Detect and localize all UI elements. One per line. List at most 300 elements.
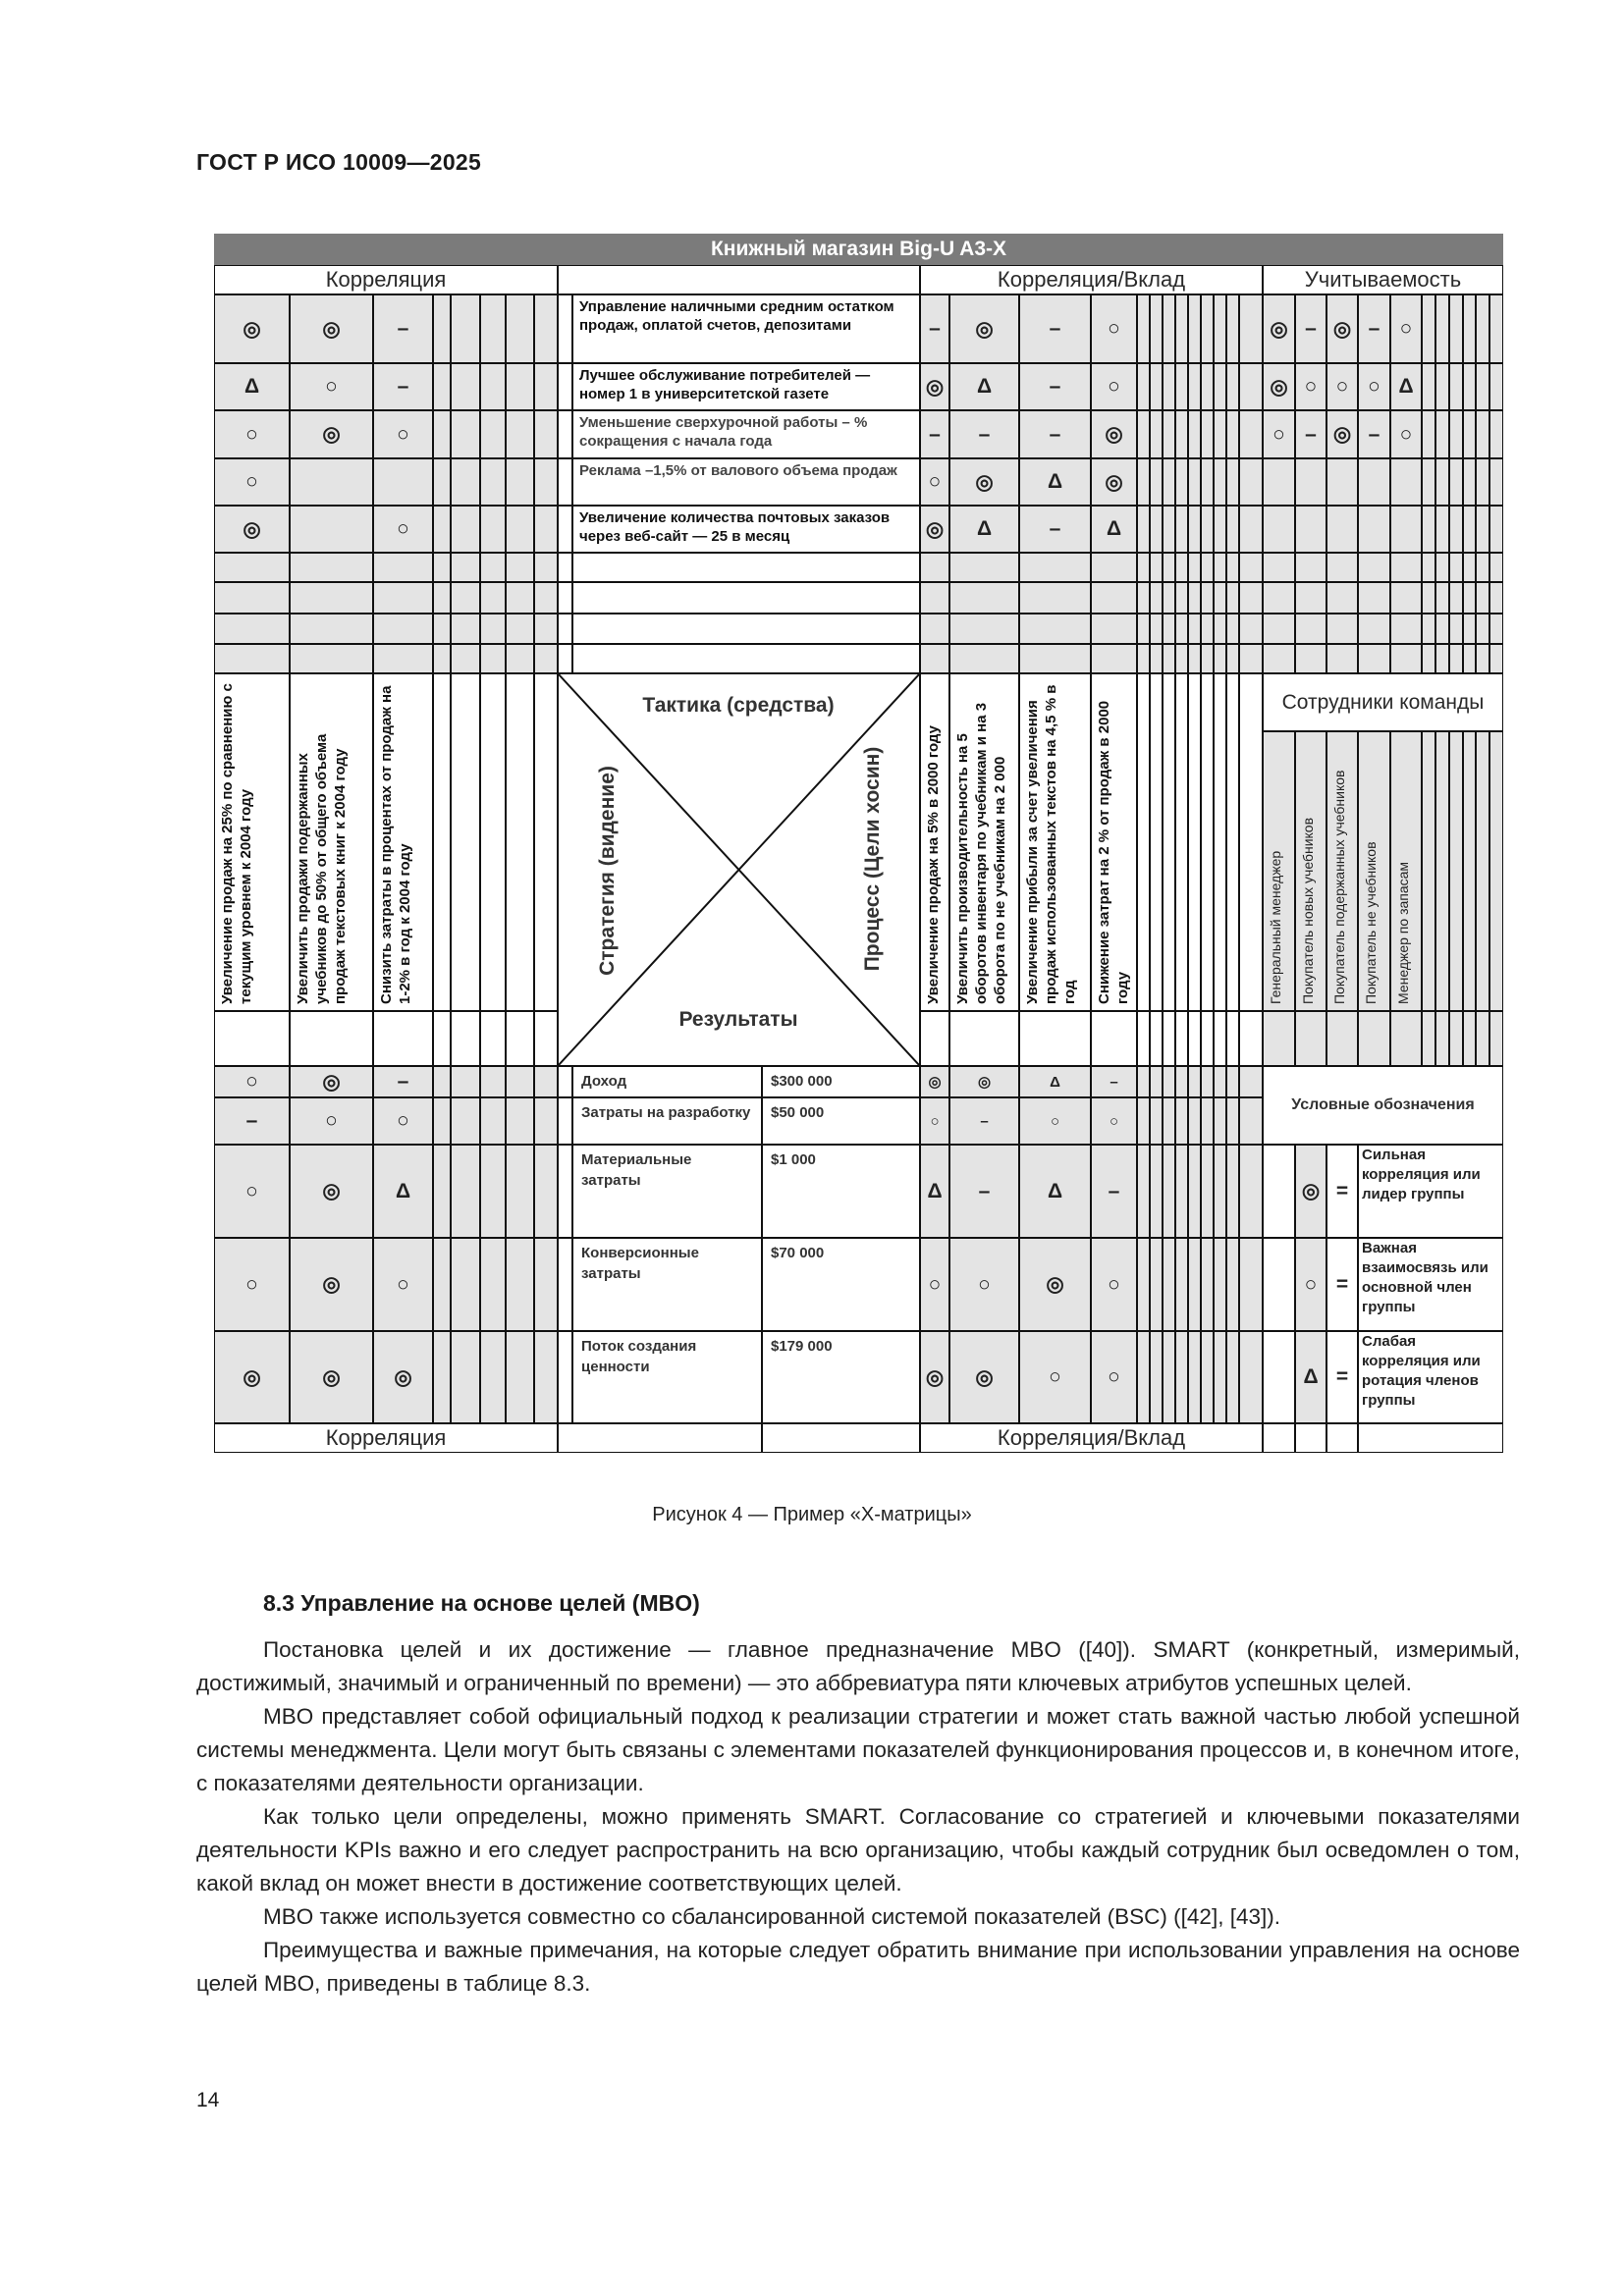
grid-cell-empty [1326, 582, 1358, 614]
grid-cell-empty [1476, 614, 1489, 644]
grid-cell-empty [1263, 553, 1295, 582]
contribution-symbol: – [1091, 1145, 1137, 1238]
grid-cell-empty [1358, 553, 1390, 582]
correlation-symbol: ◎ [290, 294, 373, 363]
grid-cell-empty [451, 1331, 480, 1423]
grid-cell-empty [1489, 294, 1503, 363]
grid-cell-empty [433, 553, 451, 582]
grid-cell-empty [1019, 644, 1091, 673]
grid-cell-empty [1489, 410, 1503, 458]
contribution-symbol: Δ [1091, 506, 1137, 553]
grid-cell-empty [1175, 1145, 1188, 1238]
grid-cell-empty [1226, 506, 1239, 553]
grid-cell-empty [1137, 506, 1150, 553]
grid-cell-empty [214, 582, 290, 614]
grid-cell-empty [480, 1331, 506, 1423]
contribution-symbol: ◎ [949, 1066, 1019, 1097]
accountability-symbol [1263, 506, 1295, 553]
result-label: Затраты на разработку [572, 1097, 762, 1145]
grid-cell-empty [1263, 644, 1295, 673]
contribution-symbol: – [1019, 363, 1091, 410]
contribution-symbol: – [1091, 1066, 1137, 1097]
grid-cell-empty [1489, 614, 1503, 644]
accountability-symbol: – [1358, 294, 1390, 363]
contribution-symbol: ◎ [1091, 410, 1137, 458]
accountability-symbol [1358, 506, 1390, 553]
section-body [196, 1633, 1520, 2001]
grid-cell-empty [1137, 410, 1150, 458]
grid-cell-empty [1201, 294, 1214, 363]
grid-cell-empty [433, 1097, 451, 1145]
grid-cell-empty [1175, 410, 1188, 458]
grid-cell-empty [1435, 582, 1449, 614]
result-label: Поток создания ценности [572, 1331, 762, 1423]
grid-cell-empty [1163, 1066, 1175, 1097]
grid-cell-empty [534, 458, 558, 506]
process-text: Увеличение продаж на 5% в 2000 году [920, 673, 949, 1011]
grid-cell-empty [1489, 363, 1503, 410]
grid-cell-empty [1476, 644, 1489, 673]
correlation-symbol: ◎ [290, 1238, 373, 1331]
grid-cell-empty [1188, 1238, 1201, 1331]
grid-cell-empty [1435, 506, 1449, 553]
grid-cell-empty [558, 410, 572, 458]
contribution-symbol: – [920, 294, 949, 363]
grid-cell-empty [506, 363, 534, 410]
grid-cell-empty [1489, 1011, 1503, 1066]
grid-cell-empty [480, 644, 506, 673]
grid-cell-empty [1422, 458, 1435, 506]
grid-cell-empty [1137, 1011, 1150, 1066]
figure-caption: Рисунок 4 — Пример «Х-матрицы» [652, 1504, 972, 1525]
correlation-symbol: ○ [373, 506, 433, 553]
grid-cell-empty [451, 1145, 480, 1238]
grid-cell-empty [1295, 614, 1326, 644]
contribution-symbol: Δ [1019, 1066, 1091, 1097]
contribution-symbol: Δ [949, 363, 1019, 410]
correlation-symbol: ○ [214, 410, 290, 458]
grid-cell-empty [1188, 458, 1201, 506]
grid-cell-empty [433, 644, 451, 673]
grid-cell-empty [506, 1331, 534, 1423]
grid-cell-empty [1463, 731, 1476, 1011]
grid-cell-empty [1463, 506, 1476, 553]
legend-title: Условные обозначения [1263, 1066, 1503, 1145]
grid-cell-empty [480, 294, 506, 363]
grid-cell-empty [1163, 553, 1175, 582]
grid-cell-empty [480, 363, 506, 410]
grid-cell-empty [451, 1238, 480, 1331]
tactic-text: Реклама –1,5% от валового объема продаж [572, 458, 920, 506]
accountability-symbol: ○ [1390, 294, 1422, 363]
contribution-symbol: – [949, 1145, 1019, 1238]
tactics-label: Тактика (средства) [642, 694, 835, 717]
grid-cell-empty [433, 294, 451, 363]
correlation-symbol: ○ [373, 1097, 433, 1145]
grid-cell-empty [1263, 1423, 1295, 1453]
contribution-symbol: ○ [920, 458, 949, 506]
grid-cell-empty [1239, 614, 1263, 644]
grid-cell-empty [558, 458, 572, 506]
grid-cell-empty [1239, 458, 1263, 506]
grid-cell-empty [1137, 1097, 1150, 1145]
grid-cell-empty [1449, 553, 1463, 582]
grid-cell-empty [572, 644, 920, 673]
grid-cell-empty [214, 553, 290, 582]
grid-cell-empty [433, 1331, 451, 1423]
grid-cell-empty [1137, 294, 1150, 363]
grid-cell-empty [1201, 1145, 1214, 1238]
grid-cell-empty [1201, 644, 1214, 673]
grid-cell-empty [1175, 673, 1188, 1011]
grid-cell-empty [480, 1097, 506, 1145]
accountability-symbol [1295, 458, 1326, 506]
grid-cell-empty [534, 294, 558, 363]
grid-cell-empty [451, 1097, 480, 1145]
grid-cell-empty [214, 1011, 290, 1066]
grid-cell-empty [1326, 644, 1358, 673]
grid-cell-empty [506, 582, 534, 614]
grid-cell-empty [214, 614, 290, 644]
grid-cell-empty [1476, 294, 1489, 363]
grid-cell-empty [506, 506, 534, 553]
legend-equals: = [1326, 1331, 1358, 1423]
correlation-symbol: – [214, 1097, 290, 1145]
grid-cell-empty [1214, 294, 1226, 363]
grid-cell-empty [920, 644, 949, 673]
grid-cell-empty [506, 1011, 534, 1066]
accountability-symbol: ○ [1390, 410, 1422, 458]
grid-cell-empty [1476, 582, 1489, 614]
result-value: $300 000 [762, 1066, 920, 1097]
correlation-symbol: Δ [373, 1145, 433, 1238]
correlation-symbol [290, 506, 373, 553]
grid-cell-empty [451, 506, 480, 553]
grid-cell-empty [1226, 1011, 1239, 1066]
accountability-symbol: – [1295, 294, 1326, 363]
grid-cell-empty [1214, 1145, 1226, 1238]
grid-cell-empty [1175, 1331, 1188, 1423]
grid-cell-empty [1358, 1011, 1390, 1066]
result-label: Материальные затраты [572, 1145, 762, 1238]
grid-cell-empty [920, 1011, 949, 1066]
grid-cell-empty [1239, 553, 1263, 582]
grid-cell-empty [1163, 458, 1175, 506]
team-member: Покупатель подержанных учебников [1326, 731, 1358, 1011]
process-text: Увеличить производительность на 5 оборотов инвентаря по учебникам и на 3 оборота по не учебникам на 2 000 [949, 673, 1019, 1011]
grid-cell-empty [451, 1011, 480, 1066]
grid-cell-empty [1435, 1011, 1449, 1066]
grid-cell-empty [1326, 553, 1358, 582]
grid-cell-empty [1489, 458, 1503, 506]
team-member: Менеджер по запасам [1390, 731, 1422, 1011]
grid-cell-empty [1326, 1423, 1358, 1453]
contribution-symbol: Δ [949, 506, 1019, 553]
grid-cell-empty [1489, 582, 1503, 614]
grid-cell-empty [1188, 410, 1201, 458]
grid-cell-empty [1137, 458, 1150, 506]
grid-cell-empty [1150, 1145, 1163, 1238]
grid-cell-empty [1188, 644, 1201, 673]
grid-cell-empty [1163, 1011, 1175, 1066]
grid-cell-empty [480, 410, 506, 458]
grid-cell-empty [1175, 1238, 1188, 1331]
grid-cell-empty [373, 553, 433, 582]
correlation-symbol: – [373, 1066, 433, 1097]
grid-cell-empty [949, 1011, 1019, 1066]
grid-cell-empty [1390, 644, 1422, 673]
correlation-symbol: ◎ [214, 1331, 290, 1423]
strategy-text: Снизить затраты в процентах от продаж на 1-2% в год к 2004 году [373, 673, 433, 1011]
grid-cell-empty [920, 582, 949, 614]
grid-cell-empty [1091, 553, 1137, 582]
grid-cell-empty [1358, 644, 1390, 673]
grid-cell-empty [1226, 614, 1239, 644]
grid-cell-empty [1201, 673, 1214, 1011]
grid-cell-empty [1188, 294, 1201, 363]
grid-cell-empty [1390, 1011, 1422, 1066]
grid-cell-empty [1175, 1097, 1188, 1145]
grid-cell-empty [1163, 294, 1175, 363]
grid-cell-empty [1163, 1238, 1175, 1331]
grid-cell-empty [1295, 553, 1326, 582]
paragraph: Как только цели определены, можно применять SMART. Согласование со стратегией и ключевыми показателями деятельности KPIs важно и его следует распространить на всю организацию, чтобы каждый сотрудник был осведомлен о том, какой вклад он может внести в достижение соответствующих целей. [196, 1804, 1520, 1896]
tactic-text: Уменьшение сверхурочной работы – % сокращения с начала года [572, 410, 920, 458]
correlation-symbol: ○ [214, 1238, 290, 1331]
grid-cell-empty [373, 582, 433, 614]
contribution-symbol: ○ [1091, 1097, 1137, 1145]
grid-cell-empty [1175, 458, 1188, 506]
grid-cell-empty [1226, 363, 1239, 410]
grid-cell-empty [1091, 614, 1137, 644]
grid-cell-empty [1163, 410, 1175, 458]
contribution-symbol: ○ [949, 1238, 1019, 1331]
grid-cell-empty [451, 363, 480, 410]
contribution-footer: Корреляция/Вклад [920, 1423, 1263, 1453]
grid-cell-empty [1435, 458, 1449, 506]
tactic-text: Увеличение количества почтовых заказов через веб-сайт — 25 в месяц [572, 506, 920, 553]
grid-cell-empty [1175, 294, 1188, 363]
grid-cell-empty [506, 1238, 534, 1331]
strategy-text: Увеличить продажи подержанных учебников до 50% от общего объема продаж текстовых книг к 2004 году [290, 673, 373, 1011]
grid-cell-empty [1214, 410, 1226, 458]
grid-cell-empty [1175, 553, 1188, 582]
tactic-text: Управление наличными средним остатком продаж, оплатой счетов, депозитами [572, 294, 920, 363]
grid-cell-empty [762, 1423, 920, 1453]
legend-text: Важная взаимосвязь или основной член группы [1358, 1238, 1503, 1331]
grid-cell-empty [1137, 673, 1150, 1011]
grid-cell-empty [1214, 1097, 1226, 1145]
grid-cell-empty [558, 265, 920, 294]
grid-cell-empty [480, 1238, 506, 1331]
grid-cell-empty [1435, 614, 1449, 644]
contribution-symbol: ◎ [920, 363, 949, 410]
grid-cell-empty [1201, 582, 1214, 614]
accountability-symbol [1295, 506, 1326, 553]
grid-cell-empty [1150, 1011, 1163, 1066]
strategy-text: Увеличение продаж на 25% по сравнению с текущим уровнем к 2004 году [214, 673, 290, 1011]
contribution-symbol: ○ [1091, 363, 1137, 410]
grid-cell-empty [1163, 1145, 1175, 1238]
correlation-symbol: ○ [214, 1066, 290, 1097]
grid-cell-empty [506, 553, 534, 582]
contribution-symbol: Δ [1019, 458, 1091, 506]
contribution-symbol: ○ [1091, 1238, 1137, 1331]
grid-cell-empty [1188, 1066, 1201, 1097]
grid-cell-empty [290, 1011, 373, 1066]
grid-cell-empty [1019, 553, 1091, 582]
contribution-symbol: ○ [920, 1238, 949, 1331]
grid-cell-empty [1150, 506, 1163, 553]
grid-cell-empty [1226, 458, 1239, 506]
grid-cell-empty [1175, 644, 1188, 673]
contribution-symbol: ◎ [949, 1331, 1019, 1423]
grid-cell-empty [433, 1011, 451, 1066]
grid-cell-empty [1422, 506, 1435, 553]
correlation-symbol: ○ [290, 1097, 373, 1145]
grid-cell-empty [1175, 582, 1188, 614]
grid-cell-empty [534, 614, 558, 644]
contribution-symbol: ○ [1091, 1331, 1137, 1423]
grid-cell-empty [451, 614, 480, 644]
grid-cell-empty [506, 1066, 534, 1097]
accountability-symbol: ○ [1295, 363, 1326, 410]
grid-cell-empty [1295, 582, 1326, 614]
grid-cell-empty [558, 1423, 762, 1453]
team-member: Покупатель не учебников [1358, 731, 1390, 1011]
grid-cell-empty [1201, 553, 1214, 582]
grid-cell-empty [1163, 506, 1175, 553]
accountability-symbol: ◎ [1263, 363, 1295, 410]
grid-cell-empty [480, 614, 506, 644]
grid-cell-empty [1390, 582, 1422, 614]
grid-cell-empty [1489, 731, 1503, 1011]
grid-cell-empty [1358, 614, 1390, 644]
grid-cell-empty [1390, 614, 1422, 644]
grid-cell-empty [1019, 614, 1091, 644]
contribution-symbol: ○ [1019, 1097, 1091, 1145]
grid-cell-empty [1150, 582, 1163, 614]
grid-cell-empty [1188, 673, 1201, 1011]
legend-equals: = [1326, 1238, 1358, 1331]
grid-cell-empty [534, 1066, 558, 1097]
grid-cell-empty [558, 1238, 572, 1331]
grid-cell-empty [534, 1331, 558, 1423]
grid-cell-empty [1358, 582, 1390, 614]
process-text: Снижение затрат на 2 % от продаж в 2000 году [1091, 673, 1137, 1011]
grid-cell-empty [451, 1066, 480, 1097]
grid-cell-empty [1201, 614, 1214, 644]
tactic-text: Лучшее обслуживание потребителей — номер 1 в университетской газете [572, 363, 920, 410]
grid-cell-empty [1214, 582, 1226, 614]
grid-cell-empty [1489, 553, 1503, 582]
grid-cell-empty [1449, 614, 1463, 644]
correlation-symbol: ○ [214, 1145, 290, 1238]
grid-cell-empty [1150, 1066, 1163, 1097]
accountability-symbol [1390, 458, 1422, 506]
correlation-symbol [290, 458, 373, 506]
result-value: $50 000 [762, 1097, 920, 1145]
grid-cell-empty [1226, 673, 1239, 1011]
grid-cell-empty [373, 1011, 433, 1066]
accountability-symbol: ○ [1263, 410, 1295, 458]
grid-cell-empty [949, 614, 1019, 644]
grid-cell-empty [558, 363, 572, 410]
grid-cell-empty [1214, 506, 1226, 553]
grid-cell-empty [1435, 553, 1449, 582]
grid-cell-empty [433, 614, 451, 644]
grid-cell-empty [1188, 582, 1201, 614]
result-value: $1 000 [762, 1145, 920, 1238]
grid-cell-empty [534, 553, 558, 582]
grid-cell-empty [1163, 363, 1175, 410]
grid-cell-empty [1175, 506, 1188, 553]
grid-cell-empty [1214, 673, 1226, 1011]
grid-cell-empty [1214, 644, 1226, 673]
grid-cell-empty [1422, 614, 1435, 644]
grid-cell-empty [1150, 294, 1163, 363]
team-header: Сотрудники команды [1263, 673, 1503, 731]
grid-cell-empty [1137, 363, 1150, 410]
grid-cell-empty [1091, 644, 1137, 673]
x-diagram [558, 673, 920, 1066]
correlation-symbol: ◎ [290, 1145, 373, 1238]
grid-cell-empty [1188, 363, 1201, 410]
grid-cell-empty [1150, 1238, 1163, 1331]
contribution-symbol: Δ [920, 1145, 949, 1238]
grid-cell-empty [558, 614, 572, 644]
grid-cell-empty [1188, 1331, 1201, 1423]
grid-cell-empty [1201, 506, 1214, 553]
grid-cell-empty [1449, 644, 1463, 673]
contribution-symbol: ◎ [1019, 1238, 1091, 1331]
grid-cell-empty [1239, 363, 1263, 410]
contribution-symbol: ○ [920, 1097, 949, 1145]
grid-cell-empty [506, 644, 534, 673]
grid-cell-empty [1476, 363, 1489, 410]
grid-cell-empty [1449, 1011, 1463, 1066]
accountability-symbol: Δ [1390, 363, 1422, 410]
grid-cell-empty [920, 553, 949, 582]
accountability-symbol [1263, 458, 1295, 506]
grid-cell-empty [1214, 1066, 1226, 1097]
contribution-symbol: Δ [1019, 1145, 1091, 1238]
grid-cell-empty [373, 614, 433, 644]
grid-cell-empty [534, 410, 558, 458]
grid-cell-empty [1163, 644, 1175, 673]
correlation-footer: Корреляция [214, 1423, 558, 1453]
legend-symbol: ○ [1295, 1238, 1326, 1331]
grid-cell-empty [1226, 553, 1239, 582]
grid-cell-empty [1435, 731, 1449, 1011]
grid-cell-empty [1435, 294, 1449, 363]
contribution-symbol: ○ [1019, 1331, 1091, 1423]
grid-cell-empty [290, 582, 373, 614]
paragraph: MBO представляет собой официальный подход к реализации стратегии и может стать важной частью любой успешной системы менеджмента. Цели могут быть связаны с элементами показателей функционирования процессов и, в конечном итоге, с показателями деятельности организации. [196, 1704, 1520, 1795]
grid-cell-empty [1201, 1331, 1214, 1423]
grid-cell-empty [1150, 1097, 1163, 1145]
grid-cell-empty [1463, 294, 1476, 363]
contribution-header: Корреляция/Вклад [920, 265, 1263, 294]
grid-cell-empty [558, 582, 572, 614]
grid-cell-empty [480, 582, 506, 614]
accountability-symbol: ○ [1326, 363, 1358, 410]
grid-cell-empty [451, 458, 480, 506]
grid-cell-empty [433, 410, 451, 458]
grid-cell-empty [558, 294, 572, 363]
contribution-symbol: ◎ [949, 458, 1019, 506]
grid-cell-empty [1188, 1145, 1201, 1238]
